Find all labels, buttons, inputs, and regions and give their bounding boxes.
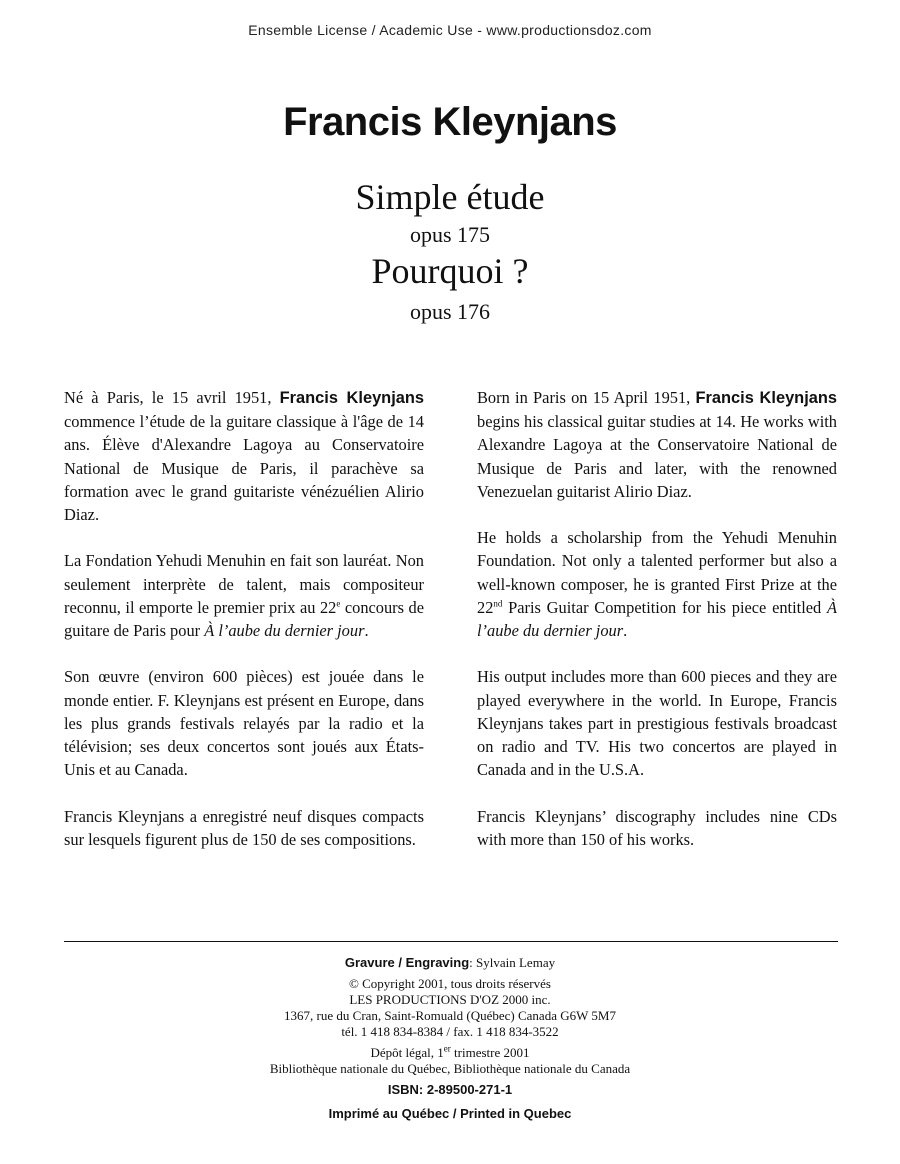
text-fragment: . <box>364 621 369 641</box>
license-header: Ensemble License / Academic Use - www.productionsdoz.com <box>248 22 652 38</box>
legal-deposit <box>0 1045 900 1061</box>
engraving-label: Gravure / Engraving <box>344 955 470 970</box>
english-paragraph-2 <box>477 526 837 642</box>
composer-name-bold: Francis Kleynjans <box>279 389 424 407</box>
french-paragraph-1 <box>64 386 424 526</box>
publisher-name: LES PRODUCTIONS D'OZ 2000 inc. <box>349 992 551 1007</box>
ordinal-superscript: er <box>443 1043 451 1054</box>
text-fragment: La Fondation Yehudi Menuhin en fait son lauréat. Non seulement interprète de talent, mais compositeur reconnu, il emporte le premier prix au 22 <box>64 551 424 617</box>
piece-title-1: Simple étude <box>355 177 545 217</box>
ordinal-superscript: e <box>336 598 341 609</box>
footer-divider <box>64 941 838 942</box>
publisher-phone: tél. 1 418 834-8384 / fax. 1 418 834-3522 <box>341 1024 559 1039</box>
composer-name-bold: Francis Kleynjans <box>695 389 837 407</box>
library-line: Bibliothèque nationale du Québec, Bibliothèque nationale du Canada <box>269 1061 631 1076</box>
piece-title-2: Pourquoi ? <box>371 251 529 291</box>
text-fragment: concours de guitare de Paris pour <box>64 597 425 641</box>
english-biography <box>477 386 837 874</box>
text-fragment: Dépôt légal, 1 <box>370 1045 444 1060</box>
composer-name: Francis Kleynjans <box>283 100 617 144</box>
text-fragment: commence l’étude de la guitare classique à l'âge de 14 ans. Élève d'Alexandre Lagoya au Conservatoire National de Musique de Paris, il parachève sa formation avec le grand guitariste vénézuélien Alirio Diaz. <box>64 412 424 525</box>
engraving-value: : Sylvain Lemay <box>469 955 556 970</box>
english-paragraph-1 <box>477 386 837 503</box>
engraving-credit <box>0 955 900 971</box>
text-fragment: begins his classical guitar studies at 14. He works with Alexandre Lagoya at the Conservatoire National de Musique de Paris and later, with the renowned Venezuelan guitarist Alirio Diaz. <box>477 412 837 501</box>
french-paragraph-3: Son œuvre (environ 600 pièces) est jouée dans le monde entier. F. Kleynjans est présent en Europe, dans les plus grands festivals relayés par la radio et la télévision; ses deux concertos sont joués aux États-Unis et au Canada. <box>64 667 424 780</box>
opus-number-2: opus 176 <box>409 299 491 324</box>
text-fragment: Né à Paris, le 15 avril 1951, <box>64 388 280 407</box>
isbn: ISBN: 2-89500-271-1 <box>387 1082 513 1097</box>
copyright-line: © Copyright 2001, tous droits réservés <box>349 976 551 991</box>
text-fragment: Paris Guitar Competition for his piece entitled <box>502 597 827 617</box>
text-fragment: Born in Paris on 15 April 1951, <box>477 388 696 407</box>
text-fragment: . <box>623 621 628 641</box>
ordinal-superscript: nd <box>493 598 503 609</box>
english-paragraph-4: Francis Kleynjans’ discography includes nine CDs with more than 150 of his works. <box>477 806 837 849</box>
text-fragment: He holds a scholarship from the Yehudi Menuhin Foundation. Not only a talented performer but also a well-known composer, he is granted First Prize at the 22 <box>477 528 837 617</box>
work-title: À l’aube du dernier jour <box>204 621 365 641</box>
french-biography <box>64 386 424 874</box>
opus-number-1: opus 175 <box>409 222 491 247</box>
publisher-address: 1367, rue du Cran, Saint-Romuald (Québec) Canada G6W 5M7 <box>284 1008 616 1023</box>
text-fragment: trimestre 2001 <box>450 1045 530 1060</box>
work-title: À l’aube du dernier jour <box>477 597 837 641</box>
french-paragraph-2 <box>64 549 424 642</box>
printed-in: Imprimé au Québec / Printed in Quebec <box>328 1106 572 1121</box>
french-paragraph-4: Francis Kleynjans a enregistré neuf disques compacts sur lesquels figurent plus de 150 de ses compositions. <box>64 806 424 849</box>
english-paragraph-3: His output includes more than 600 pieces and they are played everywhere in the world. In Europe, Francis Kleynjans takes part in prestigious festivals broadcast on radio and TV. His two concertos are played in Canada and in the U.S.A. <box>477 667 837 780</box>
